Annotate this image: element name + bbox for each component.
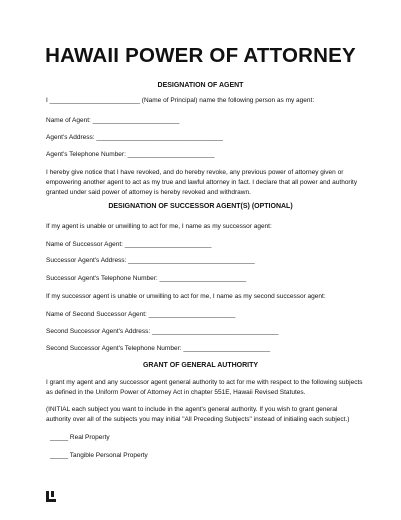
- agent-address-field: Agent's Address: ___________________________________: [46, 134, 223, 141]
- second-successor-name-field: Name of Second Successor Agent: ________________________: [46, 311, 236, 318]
- successor-address-field: Successor Agent's Address: ___________________________________: [46, 257, 255, 264]
- tangible-property-item: _____ Tangible Personal Property: [50, 452, 148, 459]
- successor-phone-field: Successor Agent's Telephone Number: ________________________: [46, 275, 247, 282]
- agent-name-field: Name of Agent: ________________________: [46, 117, 180, 124]
- initial-note-paragraph: (INITIAL each subject you want to include in the agent's general authority. If you wish to grant general authority over all of the subjects you may initial "All Preceding Subjects" instead of initialing each subject.): [46, 406, 350, 423]
- successor-heading: DESIGNATION OF SUCCESSOR AGENT(S) (OPTIONAL): [108, 203, 293, 210]
- principal-line: I _________________________ (Name of Principal) name the following person as my agent:: [46, 97, 315, 104]
- brand-logo: [46, 491, 56, 502]
- successor-intro: If my agent is unable or unwilling to act for me, I name as my successor agent:: [46, 223, 272, 230]
- second-successor-address-field: Second Successor Agent's Address: ___________________________________: [46, 328, 279, 335]
- second-successor-intro: If my successor agent is unable or unwilling to act for me, I name as my second successor agent:: [46, 293, 326, 300]
- grant-paragraph: I grant my agent and any successor agent general authority to act for me with respect to the following subjects as defined in the Uniform Power of Attorney Act in chapter 551E, Hawaii Revised Statutes.: [46, 379, 363, 396]
- document-title: HAWAII POWER OF ATTORNEY: [45, 44, 356, 67]
- general-authority-heading: GRANT OF GENERAL AUTHORITY: [142, 362, 259, 369]
- designation-heading: DESIGNATION OF AGENT: [157, 82, 244, 89]
- revocation-paragraph: I hereby give notice that I have revoked, and do hereby revoke, any previous power of attorney given or empowering another agent to act as my true and lawful attorney in fact. I declare that all power and authority granted under said power of attorney is hereby revoked and withdrawn.: [46, 169, 358, 196]
- real-property-item: _____ Real Property: [50, 434, 110, 441]
- second-successor-phone-field: Second Successor Agent's Telephone Number: ________________________: [46, 345, 271, 352]
- agent-phone-field: Agent's Telephone Number: ________________________: [46, 151, 215, 158]
- successor-name-field: Name of Successor Agent: ________________________: [46, 241, 212, 248]
